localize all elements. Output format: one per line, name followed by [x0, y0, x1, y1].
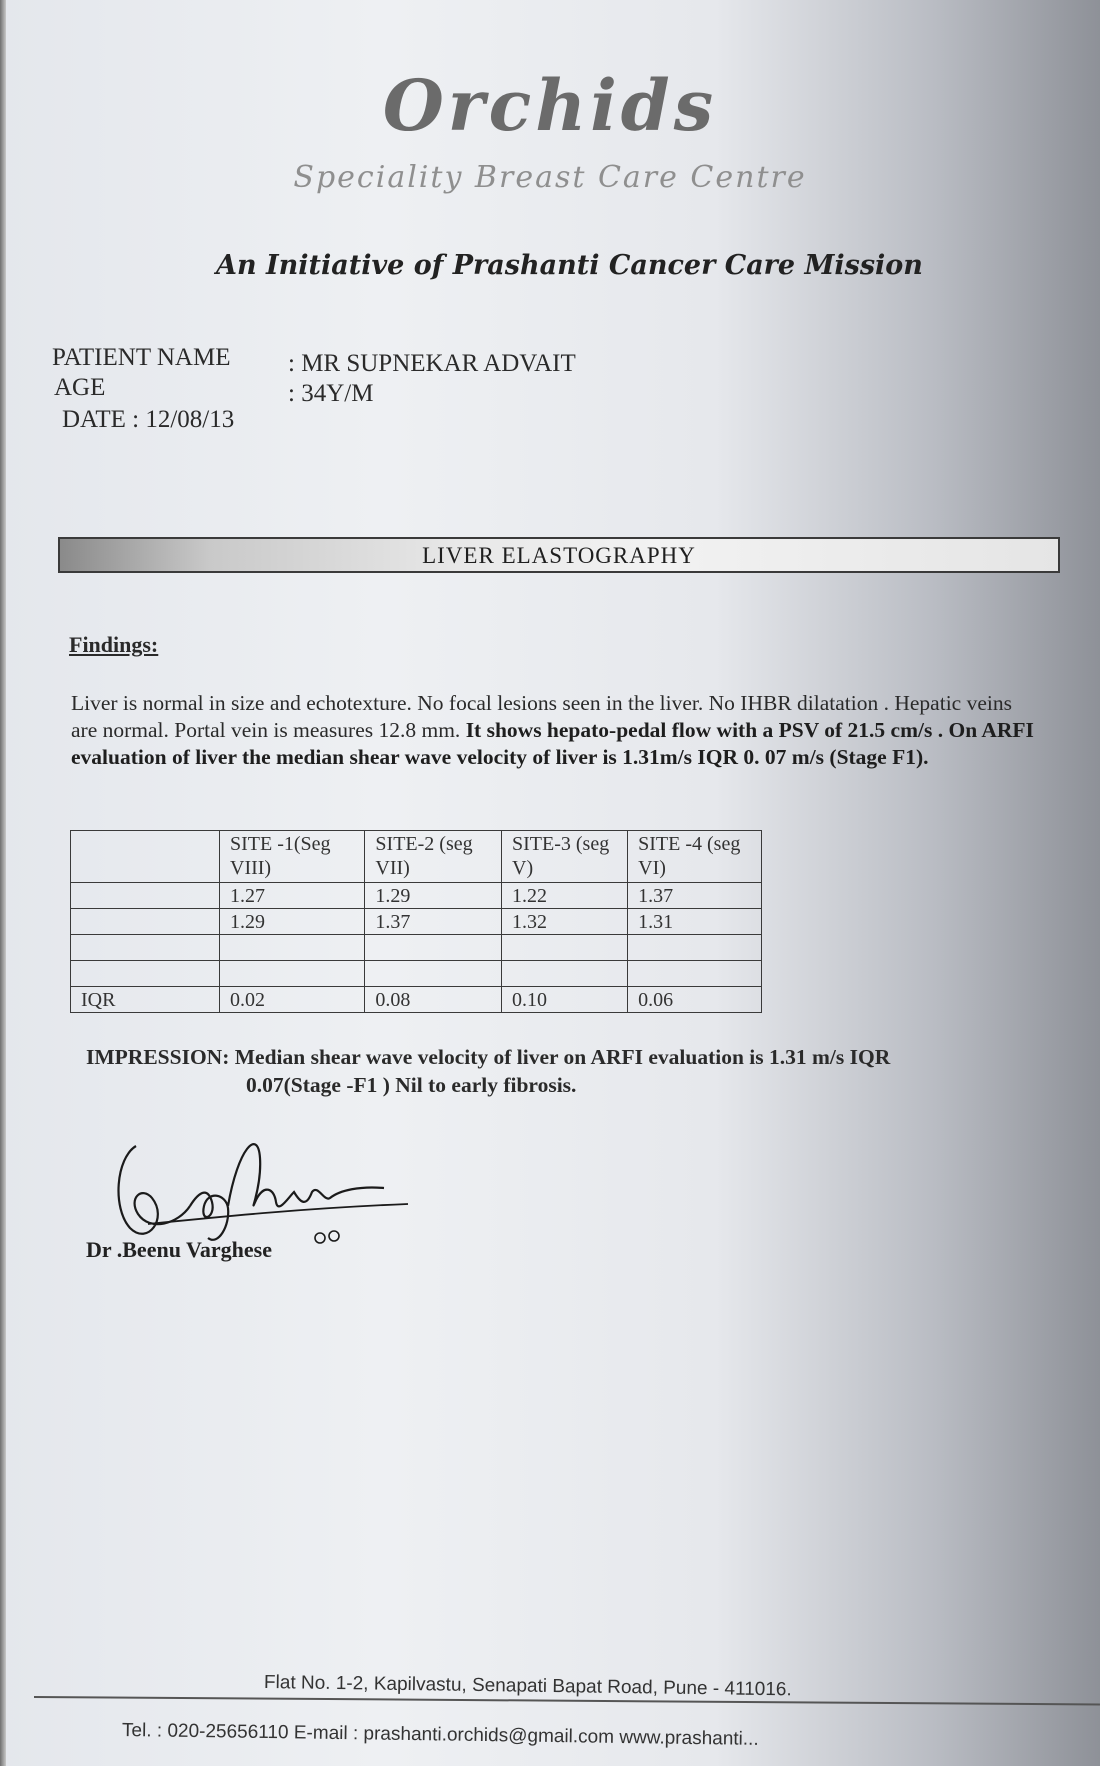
- impression-block: [86, 1043, 1036, 1099]
- table-header-row: [71, 831, 762, 883]
- report-date-label: DATE: [62, 406, 126, 433]
- table-header-cell: SITE-2 (seg VII): [365, 831, 502, 883]
- table-cell: 1.29: [365, 883, 502, 909]
- table-cell: [71, 961, 220, 987]
- clinic-logo: Orchids: [382, 64, 718, 147]
- table-header-cell: [71, 831, 220, 883]
- table-cell: [220, 935, 365, 961]
- table-cell: 1.37: [365, 909, 502, 935]
- table-cell: 1.27: [220, 883, 365, 909]
- table-cell-iqr-label: IQR: [71, 987, 220, 1013]
- table-cell: [365, 961, 502, 987]
- table-cell: 0.02: [220, 987, 365, 1013]
- findings-paragraph: [71, 690, 1041, 771]
- table-cell: [502, 935, 628, 961]
- impression-line-2: 0.07(Stage -F1 ) Nil to early fibrosis.: [246, 1073, 577, 1097]
- table-cell: [628, 935, 762, 961]
- table-cell: [71, 909, 220, 935]
- table-cell: [365, 935, 502, 961]
- footer-contact: Tel. : 020-25656110 E-mail : prashanti.orchids@gmail.com www.prashanti...: [121, 1720, 759, 1750]
- patient-name-value: : MR SUPNEKAR ADVAIT: [288, 350, 576, 377]
- impression-line-1: Median shear wave velocity of liver on ARFI evaluation is 1.31 m/s IQR: [234, 1045, 891, 1069]
- table-cell: 1.29: [220, 909, 365, 935]
- table-cell: 0.08: [365, 987, 502, 1013]
- table-cell: [71, 883, 220, 909]
- findings-text-bold: It shows hepato-pedal flow with a PSV of 21.5 cm/s . On ARFI evaluation of liver the median shear wave velocity of liver is 1.31m/s IQR 0. 07 m/s (Stage F1).: [71, 718, 1034, 769]
- report-title-banner: [58, 537, 1060, 573]
- report-date: [62, 406, 234, 434]
- patient-age-label: AGE: [54, 374, 106, 401]
- table-row: [71, 935, 762, 961]
- table-cell: [71, 935, 220, 961]
- footer-address: Flat No. 1-2, Kapilvastu, Senapati Bapat Road, Pune - 411016.: [263, 1672, 792, 1701]
- table-row: [71, 883, 762, 909]
- table-cell: [502, 961, 628, 987]
- table-cell: 1.22: [502, 883, 628, 909]
- table-row: [71, 909, 762, 935]
- patient-age-value: : 34Y/M: [288, 380, 374, 407]
- report-title: LIVER ELASTOGRAPHY: [422, 543, 696, 568]
- patient-name-label: PATIENT NAME: [52, 344, 231, 371]
- table-cell: 1.32: [502, 909, 628, 935]
- report-date-value: : 12/08/13: [132, 406, 235, 433]
- doctor-name: Dr .Beenu Varghese: [86, 1237, 272, 1262]
- initiative-line: An Initiative of Prashanti Cancer Care Mission: [216, 250, 923, 281]
- table-cell: 1.31: [628, 909, 762, 935]
- table-cell: 0.06: [628, 987, 762, 1013]
- table-cell: [220, 961, 365, 987]
- clinic-subtitle: Speciality Breast Care Centre: [293, 160, 807, 195]
- table-header-cell: SITE-3 (seg V): [502, 831, 628, 883]
- page-edge-shadow: [0, 0, 6, 1766]
- findings-label: Findings:: [69, 632, 159, 657]
- table-header-cell: SITE -4 (seg VI): [628, 831, 762, 883]
- table-header-cell: SITE -1(Seg VIII): [220, 831, 365, 883]
- impression-label: IMPRESSION:: [86, 1045, 230, 1069]
- findings-text-normal: Liver is normal in size and echotexture. No focal lesions seen in the liver. No IHBR dilatation . Hepatic veins are normal. Portal vein is measures 12.8 mm.: [71, 691, 1012, 742]
- table-cell: [628, 961, 762, 987]
- site-velocity-table: [70, 830, 762, 1013]
- table-row: [71, 961, 762, 987]
- table-cell: 1.37: [628, 883, 762, 909]
- table-cell: 0.10: [502, 987, 628, 1013]
- table-row: [71, 987, 762, 1013]
